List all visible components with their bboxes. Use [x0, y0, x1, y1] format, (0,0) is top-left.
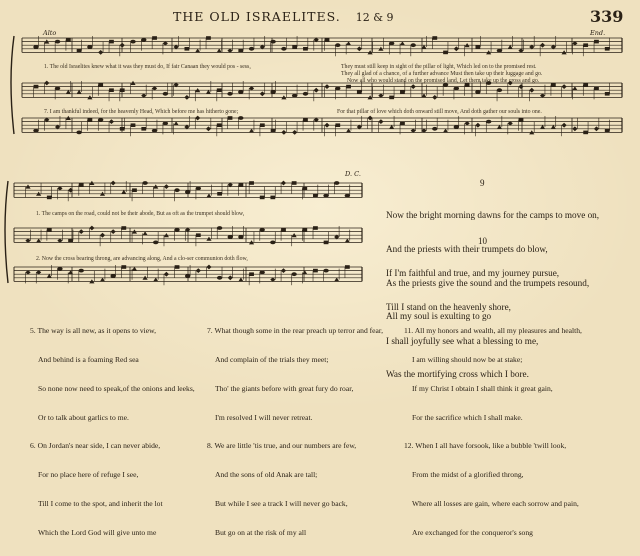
- note-head: [130, 40, 135, 44]
- hymn-meter: 12 & 9: [355, 11, 394, 24]
- dc-label: D. C.: [345, 170, 361, 178]
- verses-column-2: [207, 307, 383, 556]
- note-head: [100, 233, 105, 238]
- note-head: [486, 120, 491, 124]
- verse-line: If my Christ I obtain I shall think it great gain,: [412, 383, 553, 393]
- note-head: [270, 196, 275, 200]
- note-head: [497, 49, 502, 53]
- note-head: [292, 181, 297, 185]
- note-head: [184, 47, 189, 51]
- note-head: [142, 181, 147, 185]
- note-head: [583, 131, 588, 135]
- verse-9-line: All my soul is exulting to go: [386, 311, 492, 322]
- lyric-line-1d: Now all who would stand on the promised land, Let them take up the cross and go.: [347, 78, 540, 84]
- note-head: [87, 45, 92, 49]
- verse-9-number: 9: [480, 178, 485, 188]
- note-head: [303, 118, 308, 122]
- note-head: [270, 90, 275, 94]
- note-head: [34, 85, 39, 89]
- note-head: [196, 268, 201, 273]
- verse-line: 6. On Jordan's near side, I can never abide,: [30, 441, 161, 451]
- page-number: 339: [590, 7, 624, 26]
- note-head: [411, 43, 416, 47]
- note-head: [120, 127, 125, 131]
- note-head: [164, 184, 169, 189]
- note-head: [184, 95, 189, 100]
- note-head: [400, 122, 405, 126]
- note-head: [163, 92, 168, 96]
- note-head: [206, 36, 211, 40]
- note-head: [605, 92, 610, 96]
- verses-column-1: [30, 307, 195, 556]
- note-head: [292, 45, 297, 49]
- note-head: [281, 130, 286, 135]
- verse-line: For the sacrifice which I shall make.: [412, 412, 523, 422]
- verse-10-number: 10: [478, 236, 487, 246]
- note-head: [55, 87, 60, 91]
- note-head: [313, 269, 318, 273]
- note-head: [238, 49, 243, 53]
- note-head: [594, 126, 599, 131]
- note-head: [281, 181, 286, 186]
- note-head: [551, 83, 556, 87]
- verse-line: 7. What though some in the rear preach up terror and fear,: [207, 326, 384, 336]
- note-head: [217, 276, 222, 280]
- note-head: [185, 190, 190, 194]
- note-head: [259, 271, 264, 275]
- verse-line: Or to talk about garlics to me.: [38, 412, 129, 422]
- note-head: [111, 181, 116, 186]
- verse-line: For no place here of refuge I see,: [38, 470, 139, 480]
- verse-line: From the midst of a glorified throng,: [412, 470, 524, 480]
- note-head: [98, 118, 103, 122]
- note-head: [335, 87, 340, 91]
- note-head: [76, 131, 81, 135]
- note-head: [443, 51, 448, 55]
- note-head: [174, 188, 179, 192]
- note-head: [141, 38, 146, 42]
- verse-line: Tho' the giants before with great fury do roar,: [215, 383, 354, 393]
- note-head: [292, 94, 297, 98]
- verses-column-3: [404, 307, 582, 556]
- note-head: [228, 116, 233, 120]
- note-head: [217, 226, 222, 230]
- note-head: [227, 92, 232, 96]
- note-head: [432, 127, 437, 131]
- verse-line: I'm resolved I will never retreat.: [215, 412, 313, 422]
- hymn-title-text: THE OLD ISRAELITES.: [173, 9, 341, 24]
- note-head: [121, 226, 126, 230]
- note-head: [68, 239, 73, 243]
- note-head: [33, 129, 38, 133]
- note-head: [47, 196, 52, 200]
- note-head: [196, 187, 201, 191]
- note-head: [432, 95, 437, 100]
- system-bracket: [5, 181, 8, 283]
- note-head: [281, 47, 286, 51]
- note-head: [475, 45, 480, 49]
- note-head: [271, 129, 276, 133]
- note-head: [109, 119, 114, 124]
- note-head: [345, 194, 350, 198]
- note-head: [324, 241, 329, 245]
- verse-line: 8. We are little 'tis true, and our numbers are few,: [207, 441, 357, 451]
- note-head: [260, 123, 265, 127]
- note-head: [66, 38, 71, 42]
- verse-line: I am willing should now be at stake;: [412, 354, 523, 364]
- verse-line: But while I see a track I will never go back,: [215, 498, 348, 508]
- note-head: [228, 235, 233, 239]
- note-head: [346, 85, 351, 89]
- note-head: [605, 129, 610, 133]
- note-head: [357, 90, 362, 94]
- note-head: [400, 90, 405, 94]
- lyric-line-1a: 1. The old Israelites knew what it was they must do, If fair Canaan they would pos - sess,: [44, 64, 251, 70]
- note-head: [110, 274, 115, 278]
- note-head: [583, 83, 588, 87]
- note-head: [111, 229, 116, 234]
- verse-10-line: If I'm faithful and true, and my journey pursue,: [386, 268, 560, 279]
- note-head: [195, 116, 200, 121]
- note-head: [454, 125, 459, 129]
- verse-line: Are exchanged for the conqueror's song: [412, 527, 533, 537]
- note-head: [313, 194, 318, 198]
- note-head: [259, 228, 264, 232]
- note-head: [594, 40, 599, 44]
- note-head: [335, 43, 340, 47]
- verse-line: Till I come to the spot, and inherit the lot: [38, 498, 163, 508]
- note-head: [141, 127, 146, 131]
- note-head: [260, 196, 265, 200]
- end-label: End.: [590, 29, 606, 37]
- note-head: [302, 228, 307, 232]
- note-head: [217, 123, 222, 127]
- note-head: [238, 235, 243, 239]
- note-head: [518, 84, 523, 89]
- note-head: [303, 47, 308, 51]
- verse-10-line: Was the mortifying cross which I bore.: [386, 369, 529, 380]
- note-head: [79, 269, 84, 273]
- note-head: [239, 183, 244, 187]
- note-head: [109, 40, 114, 44]
- note-head: [87, 118, 92, 122]
- note-head: [389, 42, 394, 46]
- lyric-line-1b: They must still keep in sight of the pillar of light, Which led on to the promised rest.: [341, 64, 537, 70]
- note-head: [164, 272, 169, 277]
- note-head: [206, 126, 211, 131]
- verse-10-line: I shall joyfully see what a blessing to me,: [386, 335, 539, 346]
- note-head: [249, 47, 254, 51]
- note-head: [583, 43, 588, 47]
- note-head: [174, 228, 179, 232]
- note-head: [33, 45, 38, 49]
- verse-line: And behind is a foaming Red sea: [38, 354, 139, 364]
- note-head: [228, 275, 233, 280]
- verse-line: Which the Lord God will give unto me: [38, 527, 157, 537]
- note-head: [313, 226, 318, 230]
- note-head: [77, 49, 82, 53]
- lyric-line-4: 2. Now the cross bearing throng, are advancing along, And a clo-ser communion doth flow,: [36, 256, 248, 262]
- note-head: [357, 46, 362, 51]
- note-head: [334, 181, 339, 185]
- note-head: [454, 87, 459, 91]
- note-head: [572, 126, 577, 131]
- note-head: [249, 272, 254, 276]
- note-head: [79, 229, 84, 234]
- note-head: [238, 90, 243, 94]
- verse-line: And the sons of old Anak are tall;: [215, 470, 318, 480]
- note-head: [98, 83, 103, 87]
- note-head: [292, 130, 297, 135]
- note-head: [475, 123, 480, 128]
- note-head: [98, 50, 103, 55]
- system-bracket: [11, 36, 14, 134]
- verse-line: 11. All my honors and wealth, all my pleasures and health,: [404, 326, 582, 336]
- note-head: [389, 96, 394, 100]
- note-head: [109, 88, 114, 92]
- note-head: [260, 91, 265, 96]
- note-head: [270, 40, 275, 44]
- note-head: [249, 181, 254, 185]
- verse-line: And complain of the trials they meet;: [215, 354, 329, 364]
- note-head: [206, 265, 211, 270]
- note-head: [132, 188, 137, 192]
- note-head: [44, 81, 49, 86]
- note-head: [89, 226, 94, 231]
- note-head: [519, 118, 524, 122]
- note-head: [335, 123, 340, 127]
- note-head: [55, 40, 60, 44]
- verse-line: So none now need to speak,of the onions and leeks,: [38, 383, 195, 393]
- note-head: [196, 233, 201, 237]
- note-head: [562, 123, 567, 128]
- alto-label: Alto: [43, 29, 57, 37]
- note-head: [291, 272, 296, 276]
- note-head: [79, 183, 84, 187]
- verse-line: 5. The way is all new, as it opens to view,: [30, 326, 157, 336]
- lyric-line-2a: 7. I am thankful indeed, for the heavenly Head, Which before me has hitherto gone;: [44, 109, 239, 115]
- lyric-line-2b: For that pillar of love which doth onward still move, And doth gather our souls into one.: [337, 109, 542, 115]
- note-head: [152, 36, 157, 40]
- note-head: [562, 84, 567, 89]
- note-head: [454, 46, 459, 51]
- note-head: [163, 122, 168, 126]
- verse-line: Where all losses are gain, where each sorrow and pain,: [412, 498, 579, 508]
- note-head: [68, 188, 73, 193]
- note-head: [217, 88, 222, 92]
- note-head: [325, 38, 330, 42]
- note-head: [497, 88, 502, 92]
- note-head: [302, 187, 307, 191]
- note-head: [175, 265, 180, 269]
- note-head: [314, 88, 319, 93]
- verse-9-line: As the priests give the sound and the trumpets resound,: [386, 277, 590, 288]
- lyric-line-1c: They all glad of a chance, of a further advance Must then take up their luggage and go.: [341, 71, 543, 77]
- note-head: [378, 119, 383, 124]
- verse-10-line: Till I stand on the heavenly shore,: [386, 302, 511, 313]
- verse-line: But go on at the risk of my all: [215, 527, 307, 537]
- note-head: [411, 84, 416, 89]
- note-head: [323, 194, 328, 198]
- verse-line: 12. When I all have forsook, like a bubble 'twill look,: [404, 441, 567, 451]
- note-head: [47, 228, 52, 232]
- lyric-line-3: 1. The camps on the road, could not be their abode, But as oft as the trumpet should blow,: [36, 211, 245, 217]
- note-head: [153, 241, 158, 245]
- note-head: [185, 274, 190, 278]
- note-head: [540, 43, 545, 48]
- note-head: [152, 129, 157, 133]
- note-head: [324, 84, 329, 89]
- note-head: [281, 228, 286, 232]
- note-head: [120, 88, 125, 92]
- note-head: [605, 47, 610, 51]
- note-head: [324, 123, 329, 128]
- verse-9-line: Now the bright morning dawns for the camps to move on,: [386, 210, 600, 221]
- note-head: [529, 88, 534, 93]
- note-head: [345, 265, 350, 269]
- note-head: [323, 269, 328, 273]
- note-head: [238, 116, 243, 120]
- note-head: [281, 268, 286, 273]
- note-head: [217, 192, 222, 196]
- note-head: [270, 241, 275, 245]
- note-head: [594, 87, 599, 91]
- note-head: [131, 123, 136, 127]
- note-head: [432, 36, 437, 40]
- verse-9-line: And the priests with their trumpets do blow,: [386, 244, 548, 255]
- note-head: [303, 92, 308, 96]
- note-head: [475, 90, 480, 94]
- note-head: [57, 267, 62, 271]
- note-head: [121, 265, 126, 269]
- note-head: [120, 43, 125, 48]
